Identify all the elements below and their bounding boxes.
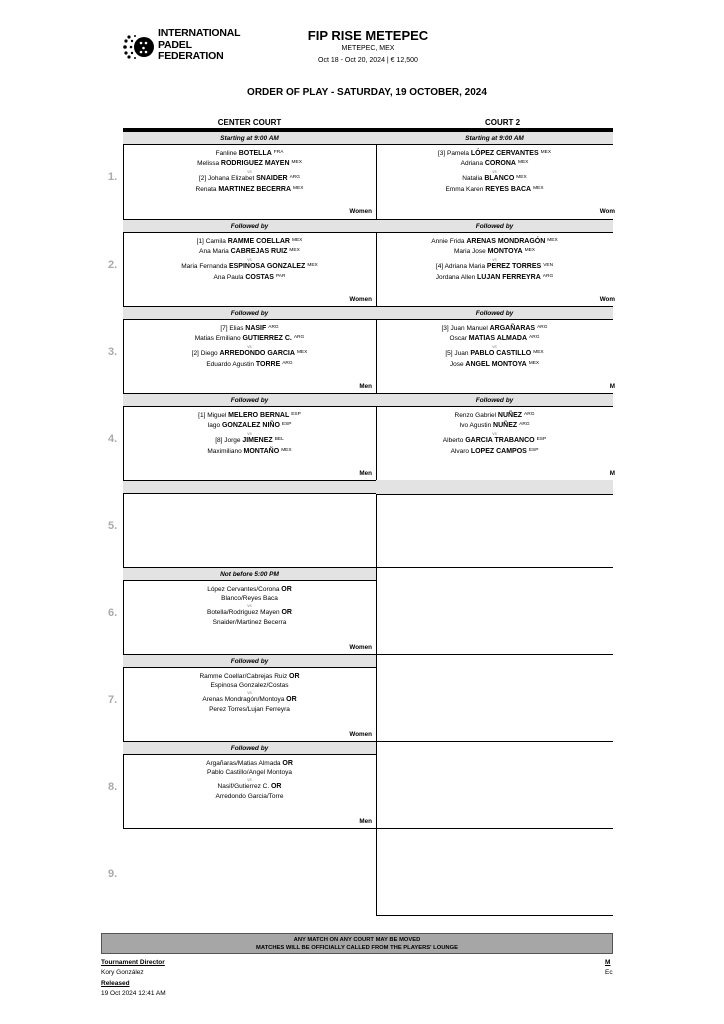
empty-slot-header <box>376 480 613 494</box>
team-names: Ramme Coellar/Cabrejas Ruiz <box>199 673 288 680</box>
or-label: OR <box>281 609 292 617</box>
player-first-name: Oscar <box>449 335 467 343</box>
versus-label: vs <box>492 256 497 262</box>
player-line <box>376 324 613 334</box>
slot-time-header: Followed by <box>376 306 613 320</box>
slot-time-header: Followed by <box>376 393 613 407</box>
player-line <box>123 185 376 195</box>
match-slot <box>123 219 376 306</box>
versus-label: vs <box>492 430 497 436</box>
notice-line-1: ANY MATCH ON ANY COURT MAY BE MOVED <box>293 936 421 943</box>
player-nationality: VEN <box>543 263 554 269</box>
player-first-name: Melissa <box>197 160 220 168</box>
or-label: OR <box>289 673 300 680</box>
player-nationality: MEX <box>293 185 304 191</box>
match-slot <box>123 306 376 393</box>
versus-label: vs <box>247 602 252 608</box>
player-line <box>376 149 613 159</box>
tournament-location: METEPEC, MEX <box>341 45 395 52</box>
player-last-name: GONZALEZ NIÑO <box>221 422 280 430</box>
player-nationality: MEX <box>533 350 544 356</box>
fip-logo <box>120 27 241 68</box>
fip-logo-icon <box>120 30 154 64</box>
slot-time-header: Not before 5:00 PM <box>123 567 376 581</box>
court-header-court2: COURT 2 <box>484 118 521 127</box>
player-first-name: Ivo Agustin <box>459 422 492 430</box>
player-first-name: Diego <box>200 350 218 358</box>
player-line <box>123 360 376 370</box>
player-last-name: MONTOYA <box>487 248 523 256</box>
slot-time-header: Followed by <box>123 306 376 320</box>
or-label: OR <box>281 586 292 593</box>
match-players <box>376 149 613 195</box>
player-last-name: SNAIDER <box>256 175 288 183</box>
row-number: 3. <box>108 346 118 358</box>
match-slot <box>123 393 376 480</box>
player-nationality: MEX <box>528 360 540 366</box>
player-line <box>123 324 376 334</box>
player-nationality: MEX <box>291 160 302 166</box>
player-last-name: LOPEZ CAMPOS <box>470 447 527 455</box>
player-first-name: Alvaro <box>450 447 469 455</box>
court-header-center: CENTER COURT <box>217 118 282 127</box>
match-slot <box>123 131 376 218</box>
player-first-name: Pamela <box>446 150 470 157</box>
notice-bar <box>101 933 613 954</box>
team-names: Arredondo Garcia/Torre <box>215 792 284 800</box>
player-first-name: Jordana Allen <box>435 273 476 281</box>
seed: [2] <box>191 350 199 358</box>
player-last-name: GARCIA TRABANCO <box>465 437 535 445</box>
player-line <box>123 436 376 446</box>
match-category: Men <box>359 470 372 477</box>
match-category: Women <box>349 208 372 215</box>
match-slot <box>376 393 613 480</box>
match-category: Women <box>349 731 372 738</box>
player-first-name: Miguel <box>207 412 227 419</box>
row-number: 2. <box>108 259 118 271</box>
player-line <box>376 174 613 184</box>
player-nationality: MEX <box>547 238 558 243</box>
player-nationality: ARG <box>529 335 540 341</box>
team-line <box>123 759 376 768</box>
director-name: Kory González <box>101 969 144 976</box>
or-label: OR <box>282 760 293 767</box>
row-number: 6. <box>108 607 118 619</box>
player-first-name: Juan Manuel <box>450 325 488 332</box>
team-line <box>123 695 376 704</box>
team-line <box>123 782 376 791</box>
federation-name: INTERNATIONAL PADEL FEDERATION <box>158 27 241 62</box>
team-line <box>123 672 376 681</box>
player-line <box>123 447 376 457</box>
grid-line <box>376 494 613 495</box>
match-players <box>123 237 376 283</box>
player-first-name: Jose <box>449 360 464 368</box>
or-label: OR <box>270 783 282 791</box>
seed: [1] <box>196 238 204 245</box>
player-nationality: ARG <box>268 325 279 330</box>
match-slot <box>123 567 376 654</box>
grid-line <box>376 741 613 742</box>
player-first-name: Ana Maria <box>199 248 229 256</box>
player-last-name: GUTIERREZ C. <box>242 335 292 343</box>
match-category: Women <box>349 644 372 651</box>
team-names: Arenas Mondragón/Montoya <box>202 696 285 704</box>
match-players <box>123 149 376 195</box>
player-line <box>376 411 613 421</box>
player-last-name: ANGEL MONTOYA <box>465 360 527 368</box>
seed: [5] <box>445 350 453 358</box>
match-category: Men <box>359 818 372 825</box>
seed: [8] <box>215 437 223 445</box>
seed: [4] <box>435 263 444 271</box>
tournament-dates: Oct 18 - Oct 20, 2024 | € 12,500 <box>318 57 418 64</box>
player-nationality: ARG <box>537 325 548 330</box>
player-last-name: BLANCO <box>484 175 515 183</box>
match-players <box>376 411 613 457</box>
player-nationality: ESP <box>291 412 301 417</box>
row-number: 7. <box>108 694 118 706</box>
match-slot <box>123 654 376 741</box>
tournament-title: FIP RISE METEPEC <box>307 28 429 43</box>
team-names: Espinosa Gonzalez/Costas <box>210 682 289 690</box>
referee-label: M <box>605 959 611 966</box>
row-number: 4. <box>108 433 118 445</box>
team-names: Botella/Rodriguez Mayen <box>207 609 280 617</box>
player-nationality: MEX <box>289 248 300 254</box>
player-nationality: ARG <box>524 412 535 417</box>
player-line <box>376 273 613 283</box>
player-nationality: MEX <box>281 447 292 453</box>
slot-time-header: Starting at 9:00 AM <box>376 131 613 145</box>
slot-time-header: Followed by <box>376 219 613 233</box>
order-of-play-title: ORDER OF PLAY - SATURDAY, 19 OCTOBER, 2024 <box>247 87 487 98</box>
player-nationality: ESP <box>528 447 539 453</box>
player-last-name: ESPINOSA GONZALEZ <box>228 263 306 271</box>
player-nationality: ARG <box>282 360 293 366</box>
player-last-name: RODRIGUEZ MAYEN <box>220 160 290 168</box>
team-line <box>123 792 376 801</box>
team-names: Perez Torres/Lujan Ferreyra <box>209 705 290 713</box>
row-number: 5. <box>108 520 118 532</box>
player-nationality: BEL <box>274 437 284 443</box>
match-players <box>123 411 376 457</box>
player-nationality: MEX <box>296 350 308 356</box>
player-last-name: ARREDONDO GARCIA <box>219 350 295 358</box>
grid-line <box>123 828 376 829</box>
player-first-name: Fanline <box>215 150 237 157</box>
player-last-name: JIMENEZ <box>242 437 273 445</box>
team-names: Pablo Castillo/Angel Montoya <box>207 769 292 777</box>
player-last-name: NASIF <box>245 325 267 332</box>
grid-line <box>376 915 613 916</box>
versus-label: vs <box>247 256 252 262</box>
player-first-name: Johana Elizabet <box>208 175 255 183</box>
team-line <box>123 705 376 714</box>
match-category: Men <box>359 383 372 390</box>
player-nationality: MEX <box>516 175 527 181</box>
player-line <box>376 447 613 457</box>
slot-time-header: Followed by <box>123 741 376 755</box>
player-first-name: Eduardo Agustin <box>206 360 255 368</box>
grid-line <box>376 654 613 655</box>
seed: [3] <box>437 150 446 157</box>
versus-label: vs <box>247 430 252 436</box>
match-players <box>123 324 376 370</box>
player-first-name: Ana Paula <box>213 273 244 281</box>
row-number: 9. <box>108 868 118 880</box>
team-line <box>123 608 376 617</box>
player-last-name: PEREZ TORRES <box>486 263 542 271</box>
slot-time-header: Starting at 9:00 AM <box>123 131 376 145</box>
seed: [7] <box>220 325 228 332</box>
player-nationality: ARG <box>293 335 305 341</box>
match-category: M <box>609 383 615 390</box>
match-category: Wom <box>599 208 615 215</box>
or-label: OR <box>286 696 297 704</box>
match-category: Wom <box>599 296 615 303</box>
team-names: Argañaras/Matias Almada <box>206 760 281 767</box>
player-last-name: LUJAN FERREYRA <box>477 273 541 281</box>
player-nationality: MEX <box>291 238 303 243</box>
player-line <box>376 237 613 247</box>
seed: [2] <box>198 175 207 183</box>
player-line <box>376 262 613 272</box>
seed: [1] <box>198 412 206 419</box>
director-label: Tournament Director <box>101 959 165 966</box>
row-number: 8. <box>108 781 118 793</box>
player-last-name: MONTAÑO <box>243 447 280 455</box>
player-nationality: ARG <box>519 422 530 428</box>
seed: [3] <box>441 325 449 332</box>
player-line <box>376 436 613 446</box>
player-first-name: Renata <box>195 185 217 193</box>
slot-time-header: Followed by <box>123 219 376 233</box>
player-nationality: ESP <box>281 422 292 428</box>
player-last-name: RAMME COELLAR <box>227 238 290 245</box>
player-last-name: MARTINEZ BECERRA <box>218 185 292 193</box>
team-names: López Cervantes/Corona <box>207 586 280 593</box>
player-first-name: Renzo Gabriel <box>454 412 497 419</box>
versus-label: vs <box>247 689 252 695</box>
player-first-name: Natalia <box>462 175 483 183</box>
player-line <box>123 149 376 159</box>
versus-label: vs <box>247 776 252 782</box>
player-last-name: BOTELLA <box>238 150 272 157</box>
player-last-name: LÓPEZ CERVANTES <box>470 150 539 157</box>
player-last-name: CABREJAS RUIZ <box>230 248 288 256</box>
versus-label: vs <box>247 343 252 349</box>
player-line <box>123 174 376 184</box>
player-nationality: FRA <box>273 150 284 155</box>
player-first-name: Juan <box>454 350 469 358</box>
player-nationality: MEX <box>540 150 552 155</box>
player-last-name: REYES BACA <box>485 185 532 193</box>
player-line <box>376 349 613 359</box>
player-first-name: Alberto <box>442 437 464 445</box>
slot-time-header <box>123 480 376 494</box>
player-first-name: Maria Fernanda <box>181 263 228 271</box>
team-names: Snaider/Martinez Becerra <box>212 618 287 626</box>
match-category: M <box>609 470 615 477</box>
player-last-name: MELERO BERNAL <box>228 412 290 419</box>
player-last-name: TORRE <box>255 360 281 368</box>
player-last-name: COSTAS <box>245 273 274 281</box>
slot-time-header: Followed by <box>123 654 376 668</box>
player-nationality: ARG <box>542 273 554 279</box>
match-players <box>376 237 613 283</box>
player-first-name: Jorge <box>224 437 241 445</box>
player-nationality: MEX <box>524 248 536 254</box>
versus-label: vs <box>492 343 497 349</box>
match-category: Women <box>349 296 372 303</box>
match-slot <box>376 131 613 218</box>
player-last-name: CORONA <box>484 160 516 168</box>
match-players <box>123 759 376 801</box>
match-players <box>376 324 613 370</box>
match-slot <box>123 741 376 828</box>
player-first-name: Maria Jose <box>453 248 486 256</box>
player-last-name: PABLO CASTILLO <box>470 350 532 358</box>
player-last-name: MATIAS ALMADA <box>468 335 528 343</box>
player-nationality: MEX <box>307 263 318 269</box>
player-first-name: Matias Emiliano <box>194 335 241 343</box>
grid-line <box>376 567 613 568</box>
player-last-name: ARENAS MONDRAGÓN <box>466 238 546 245</box>
player-line <box>123 273 376 283</box>
match-slot <box>123 480 376 567</box>
slot-time-header: Followed by <box>123 393 376 407</box>
referee-name: Ec <box>605 969 613 976</box>
grid-line <box>376 828 613 829</box>
player-last-name: ARGAÑARAS <box>489 325 536 332</box>
player-last-name: NUÑEZ <box>493 422 518 430</box>
match-players <box>123 672 376 714</box>
player-first-name: Camila <box>205 238 226 245</box>
player-line <box>123 411 376 421</box>
row-number: 1. <box>108 171 118 183</box>
player-first-name: Maximiliano <box>207 447 242 455</box>
match-slot <box>376 306 613 393</box>
released-time: 19 Oct 2024 12:41 AM <box>101 990 166 997</box>
player-line <box>376 185 613 195</box>
player-first-name: Iago <box>207 422 221 430</box>
player-nationality: MEX <box>517 160 529 166</box>
player-nationality: MEX <box>533 185 544 191</box>
team-names: Nasif/Gutierrez C. <box>217 783 270 791</box>
player-nationality: PAR <box>275 273 286 279</box>
versus-label: vs <box>247 168 252 174</box>
player-line <box>376 360 613 370</box>
notice-line-2: MATCHES WILL BE OFFICIALLY CALLED FROM THE PLAYERS' LOUNGE <box>256 945 458 951</box>
match-slot <box>376 219 613 306</box>
player-line <box>123 262 376 272</box>
player-line <box>123 237 376 247</box>
player-first-name: Annie Frida <box>431 238 465 245</box>
team-names: Blanco/Reyes Baca <box>221 595 278 603</box>
player-first-name: Elias <box>229 325 244 332</box>
player-line <box>123 349 376 359</box>
team-line <box>123 585 376 594</box>
released-label: Released <box>101 980 130 987</box>
versus-label: vs <box>492 168 497 174</box>
player-nationality: ARG <box>289 175 301 181</box>
player-first-name: Adriana Maria <box>444 263 486 271</box>
team-line <box>123 618 376 627</box>
player-last-name: NUÑEZ <box>497 412 523 419</box>
player-nationality: ESP <box>536 437 547 443</box>
player-first-name: Adriana <box>460 160 484 168</box>
player-first-name: Emma Karen <box>445 185 484 193</box>
match-players <box>123 585 376 627</box>
